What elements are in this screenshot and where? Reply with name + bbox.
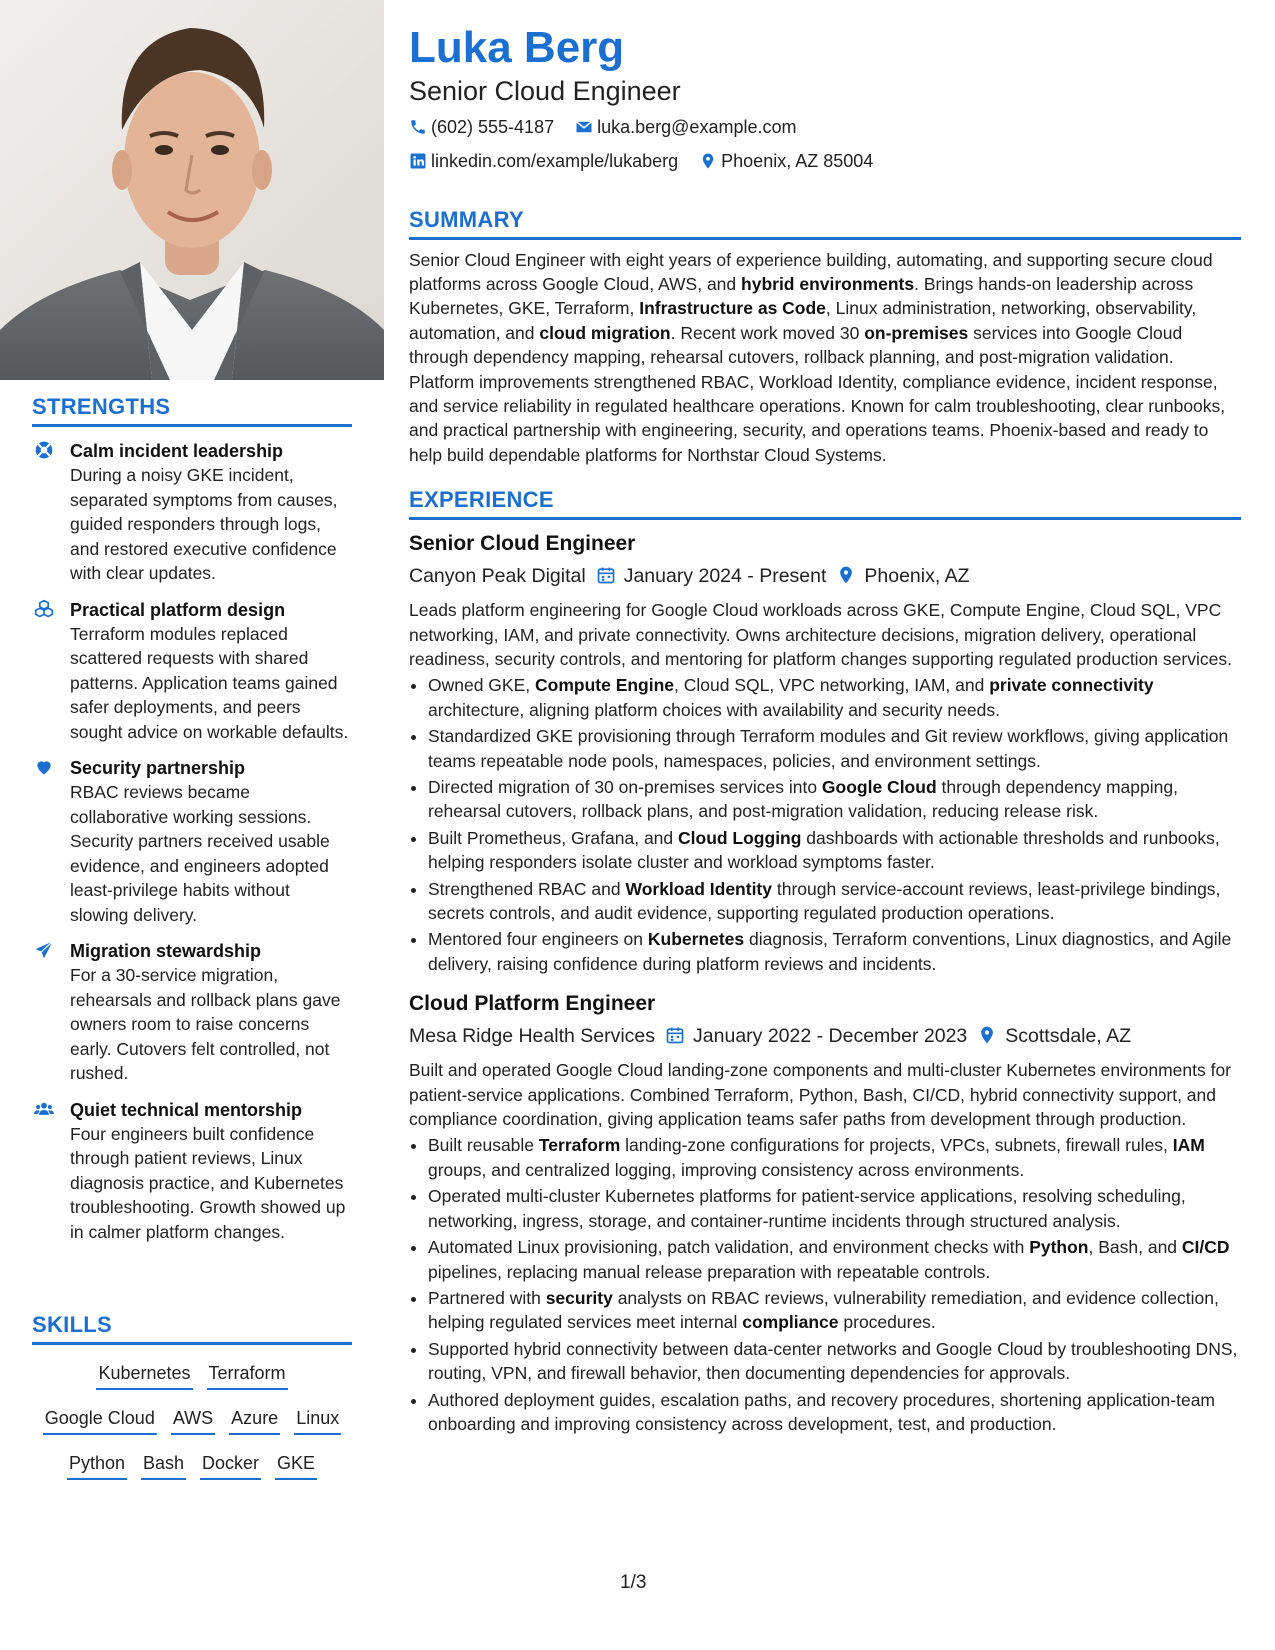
- text-segment: Operated multi-cluster Kubernetes platforms for patient-service applications, resolving scheduling, networking, ingress, storage, and container-runtime incidents through structured analysis.: [428, 1186, 1186, 1231]
- text-segment: through dependency mapping, rehearsal cutovers, rollback plans, and post-migration validation, reducing release risk.: [428, 777, 1178, 822]
- strength-item: [32, 756, 352, 927]
- phone-icon: [409, 118, 427, 136]
- strength-text: Four engineers built confidence through patient reviews, Linux diagnosis practice, and Kubernetes troubleshooting. Growth showed up in calmer platform changes.: [70, 1123, 346, 1242]
- strength-text: For a 30-service migration, rehearsals and rollback plans gave owners room to raise concerns early. Cutovers felt controlled, not rushed.: [70, 965, 341, 1083]
- strengths-list: [32, 439, 352, 1244]
- profile-photo: [0, 0, 384, 380]
- bold-text: CI/CD: [1181, 1237, 1230, 1258]
- skills-section: [32, 1312, 352, 1480]
- bullet-item: [428, 927, 1241, 976]
- strength-title: Practical platform design: [70, 599, 286, 620]
- map-pin-icon: [836, 565, 856, 585]
- text-segment: Strengthened RBAC and: [428, 878, 626, 899]
- text-segment: Built Prometheus, Grafana, and: [428, 827, 678, 848]
- bullet-item: [428, 1235, 1241, 1284]
- heart-icon: [34, 757, 56, 779]
- email-link[interactable]: luka.berg@example.com: [597, 117, 797, 138]
- bold-text: Cloud Logging: [678, 827, 802, 848]
- strength-item: [32, 1098, 352, 1245]
- linkedin-icon: [409, 152, 427, 170]
- strength-title: Calm incident leadership: [70, 441, 284, 461]
- skill-row: [32, 1449, 352, 1480]
- job-dates: January 2024 - Present: [623, 565, 827, 588]
- bullet-item: [428, 1286, 1241, 1335]
- text-segment: architecture, aligning platform choices with availability and security needs.: [428, 699, 1000, 720]
- job-entry: [409, 530, 1241, 976]
- text-segment: , Cloud SQL, VPC networking, IAM, and: [674, 675, 990, 696]
- skill-tag: Linux: [294, 1404, 341, 1435]
- email-item: [575, 115, 796, 139]
- location-text: Phoenix, AZ 85004: [721, 150, 874, 171]
- cubes-icon: [34, 599, 56, 621]
- skill-tag: Terraform: [207, 1359, 288, 1390]
- lifebuoy-icon: [34, 440, 56, 462]
- bold-text: cloud migration: [539, 322, 671, 343]
- strengths-section: [32, 394, 352, 1244]
- calendar-icon: [665, 1025, 685, 1045]
- bullet-item: [428, 1133, 1241, 1182]
- skills-list: [32, 1359, 352, 1480]
- text-segment: diagnosis, Terraform conventions, Linux diagnostics, and Agile delivery, raising confidence during platform reviews and incidents.: [428, 929, 1232, 974]
- strength-text: During a noisy GKE incident, separated symptoms from causes, guided responders through logs, and restored executive confidence with clear updates.: [70, 465, 338, 583]
- map-pin-icon: [977, 1025, 997, 1045]
- bold-text: private connectivity: [989, 675, 1154, 696]
- text-segment: . Recent work moved 30: [670, 322, 865, 343]
- calendar-icon: [596, 565, 616, 585]
- text-segment: landing-zone configurations for projects, VPCs, subnets, firewall rules,: [620, 1135, 1173, 1156]
- strength-text: RBAC reviews became collaborative working sessions. Security partners received usable evidence, and engineers adopted least-privilege habits without slowing delivery.: [70, 782, 330, 925]
- skill-row: [32, 1359, 352, 1390]
- strength-title: Security partnership: [70, 758, 246, 778]
- text-segment: analysts on RBAC reviews, vulnerability remediation, and evidence collection, helping regulated services meet internal: [428, 1287, 1219, 1333]
- bold-text: Workload Identity: [625, 878, 772, 899]
- text-segment: Automated Linux provisioning, patch validation, and environment checks with: [428, 1237, 1030, 1258]
- text-segment: Owned GKE,: [428, 675, 535, 696]
- text-segment: , Bash, and: [1088, 1237, 1182, 1258]
- map-pin-icon: [699, 152, 717, 170]
- text-segment: dashboards with actionable thresholds and runbooks, helping responders isolate cluster and workload symptoms faster.: [428, 827, 1220, 873]
- skill-tag: Kubernetes: [96, 1359, 192, 1390]
- bullet-item: [428, 673, 1241, 722]
- paper-plane-icon: [34, 940, 56, 962]
- strengths-heading: STRENGTHS: [32, 394, 352, 427]
- skill-tag: Python: [67, 1449, 127, 1480]
- bold-text: hybrid environments: [741, 273, 915, 294]
- bullet-item: [428, 1337, 1241, 1386]
- job-location: Phoenix, AZ: [864, 565, 970, 588]
- text-segment: procedures.: [838, 1312, 936, 1333]
- job-title: Senior Cloud Engineer: [409, 532, 636, 556]
- text-segment: . Brings hands-on leadership across Kubernetes, GKE, Terraform,: [409, 273, 1194, 319]
- experience-section: [409, 487, 1241, 1436]
- job-description: Built and operated Google Cloud landing-zone components and multi-cluster Kubernetes environments for patient-service applications. Combined Terraform, Python, Bash, CI/CD, hybrid connectivity support, and compliance coordination, giving application teams safer paths from development through production.: [409, 1060, 1232, 1130]
- users-icon: [34, 1099, 56, 1121]
- text-segment: , Linux administration, networking, observability, automation, and: [409, 298, 1197, 343]
- skill-row: [32, 1404, 352, 1435]
- jobs-list: [409, 530, 1241, 1436]
- company-name: Canyon Peak Digital: [409, 565, 586, 588]
- bold-text: Infrastructure as Code: [639, 298, 826, 319]
- job-entry: [409, 990, 1241, 1436]
- experience-heading: EXPERIENCE: [409, 487, 1241, 520]
- strength-text: Terraform modules replaced scattered requests with shared patterns. Application teams gained safer deployments, and peers sought advice on workable defaults.: [70, 623, 349, 742]
- skill-tag: Google Cloud: [43, 1404, 157, 1435]
- job-bullets: [409, 1133, 1241, 1436]
- bullet-item: [428, 775, 1241, 824]
- strength-item: [32, 439, 352, 586]
- text-segment: Authored deployment guides, escalation paths, and recovery procedures, shortening application-team onboarding and improving consistency across development, test, and production.: [428, 1389, 1216, 1434]
- bold-text: IAM: [1172, 1135, 1205, 1156]
- phone-text[interactable]: (602) 555-4187: [431, 117, 555, 138]
- summary-section: [409, 207, 1241, 468]
- skill-tag: Azure: [229, 1404, 280, 1435]
- bold-text: compliance: [742, 1312, 839, 1333]
- bold-text: Compute Engine: [535, 675, 675, 696]
- text-segment: Directed migration of 30 on-premises services into: [428, 777, 822, 797]
- job-meta: [409, 1022, 1241, 1050]
- company-name: Mesa Ridge Health Services: [409, 1025, 656, 1048]
- skill-tag: AWS: [171, 1404, 215, 1435]
- summary-text: [409, 248, 1241, 468]
- bold-text: Terraform: [538, 1135, 621, 1156]
- bullet-item: [428, 826, 1241, 875]
- strength-item: [32, 598, 352, 745]
- location-item: [699, 149, 873, 173]
- candidate-title: Senior Cloud Engineer: [409, 76, 681, 106]
- linkedin-link[interactable]: linkedin.com/example/lukaberg: [431, 150, 679, 171]
- strength-title: Quiet technical mentorship: [70, 1099, 303, 1120]
- skill-tag: GKE: [275, 1449, 317, 1480]
- skills-heading: SKILLS: [32, 1312, 352, 1345]
- text-segment: Supported hybrid connectivity between data-center networks and Google Cloud by troubleshooting DNS, routing, VPN, and firewall behavior, then documenting dependencies for approvals.: [428, 1338, 1238, 1384]
- text-segment: Senior Cloud Engineer with eight years of experience building, automating, and supporting secure cloud platforms across Google Cloud, AWS, and: [409, 249, 1213, 294]
- candidate-name: Luka Berg: [409, 23, 625, 72]
- text-segment: groups, and centralized logging, improving consistency across environments.: [428, 1159, 1025, 1180]
- job-title: Cloud Platform Engineer: [409, 992, 656, 1016]
- text-segment: Standardized GKE provisioning through Terraform modules and Git review workflows, giving application teams repeatable node pools, namespaces, policies, and environment settings.: [428, 726, 1229, 771]
- job-meta: [409, 562, 1241, 590]
- bold-text: Kubernetes: [647, 929, 745, 950]
- summary-heading: SUMMARY: [409, 207, 1241, 240]
- bold-text: on-premises: [864, 322, 969, 343]
- skill-tag: Docker: [200, 1449, 261, 1480]
- bold-text: Google Cloud: [821, 777, 937, 797]
- linkedin-item: [409, 149, 678, 173]
- job-dates: January 2022 - December 2023: [693, 1025, 968, 1048]
- page-number: 1/3: [620, 1572, 647, 1593]
- contact-info: [409, 114, 1241, 173]
- strength-title: Migration stewardship: [70, 941, 262, 961]
- bold-text: Python: [1029, 1237, 1089, 1258]
- envelope-icon: [575, 118, 593, 136]
- bullet-item: [428, 1388, 1241, 1437]
- bold-text: security: [545, 1287, 613, 1308]
- bullet-item: [428, 1184, 1241, 1233]
- phone-item: [409, 115, 554, 139]
- text-segment: services into Google Cloud through dependency mapping, rehearsal cutovers, rollback planning, and post-migration validation. Platform improvements strengthened RBAC, Workload Identity, compliance evidence, incident response, and service reliability in regulated healthcare operations. Known for calm troubleshooting, clear runbooks, and practical partnership with engineering, security, and operations teams. Phoenix-based and ready to help build dependable platforms for Northstar Cloud Systems.: [409, 322, 1226, 465]
- text-segment: Partnered with: [428, 1287, 546, 1308]
- text-segment: Mentored four engineers on: [428, 929, 648, 950]
- job-description: Leads platform engineering for Google Cloud workloads across GKE, Compute Engine, Cloud SQL, VPC networking, IAM, and private connectivity. Owns architecture decisions, migration delivery, operational readiness, security controls, and mentoring for platform changes supporting regulated production services.: [409, 600, 1232, 669]
- job-location: Scottsdale, AZ: [1005, 1025, 1132, 1048]
- bullet-item: [428, 877, 1241, 926]
- bullet-item: [428, 724, 1241, 773]
- main-content: [409, 22, 1241, 1438]
- job-bullets: [409, 673, 1241, 976]
- skill-tag: Bash: [141, 1449, 186, 1480]
- text-segment: through service-account reviews, least-privilege bindings, secrets controls, and audit evidence, supporting regulated production operations.: [428, 878, 1221, 924]
- strength-item: [32, 939, 352, 1086]
- text-segment: Built reusable: [428, 1135, 539, 1156]
- sidebar: [0, 0, 384, 1650]
- text-segment: pipelines, replacing manual release preparation with repeatable controls.: [428, 1261, 991, 1282]
